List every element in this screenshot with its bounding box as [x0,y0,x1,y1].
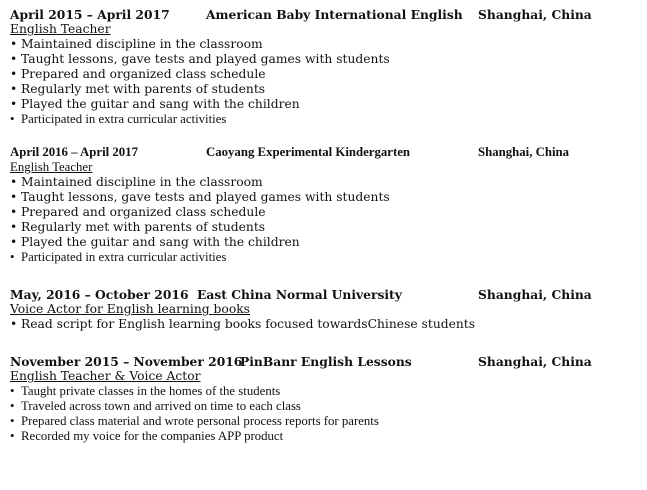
bullet-text: Prepared class material and wrote personal process reports for parents [21,414,379,428]
bullet-text: Regularly met with parents of students [21,82,266,96]
entry-period: May, 2016 – October 2016 [10,287,189,302]
bullet-marker: • [10,205,18,219]
bullet-text: Maintained discipline in the classroom [21,37,263,51]
bullet-item [10,190,639,205]
bullet-marker: • [10,67,18,81]
bullet-marker: • [10,112,15,126]
bullet-item [10,97,639,112]
bullet-item [10,205,639,220]
bullet-item [10,67,639,82]
bullet-marker: • [10,429,15,443]
bullet-text: Regularly met with parents of students [21,220,266,234]
bullet-item [10,384,639,399]
bullet-item [10,52,639,67]
entry-location: Shanghai, China [478,354,592,369]
bullet-item [10,220,639,235]
bullet-marker: • [10,384,15,398]
entry-header [10,7,639,22]
bullet-item [10,317,639,332]
bullet-item [10,414,639,429]
entry-header [10,287,639,302]
bullet-marker: • [10,250,15,264]
entry-period: April 2016 – April 2017 [10,145,138,159]
bullet-text: Read script for English learning books focused towardsChinese students [21,317,476,331]
bullet-marker: • [10,52,18,66]
bullet-item [10,399,639,414]
bullet-item [10,112,639,127]
experience-entry [10,354,639,444]
entry-role: English Teacher & Voice Actor [10,369,201,383]
bullet-marker: • [10,235,18,249]
bullet-marker: • [10,414,15,428]
entry-organization: American Baby International English [206,7,463,22]
bullet-item [10,175,639,190]
bullet-text: Participated in extra curricular activities [21,250,227,264]
bullet-marker: • [10,220,18,234]
bullet-marker: • [10,190,18,204]
bullet-marker: • [10,82,18,96]
entry-role: Voice Actor for English learning books [10,302,250,316]
bullet-marker: • [10,175,18,189]
bullet-item [10,37,639,52]
bullet-text: Participated in extra curricular activities [21,112,227,126]
entry-organization: East China Normal University [197,287,402,302]
experience-entry [10,287,639,332]
experience-entry [10,7,639,127]
bullet-text: Taught lessons, gave tests and played games with students [21,190,390,204]
entry-location: Shanghai, China [478,7,592,22]
entry-header [10,145,639,160]
bullet-text: Played the guitar and sang with the children [21,235,300,249]
bullet-text: Played the guitar and sang with the children [21,97,300,111]
bullet-marker: • [10,37,18,51]
experience-entry [10,145,639,265]
bullet-marker: • [10,317,18,331]
bullet-marker: • [10,399,15,413]
bullet-item [10,429,639,444]
entry-organization: PinBanr English Lessons [240,354,412,369]
bullet-text: Maintained discipline in the classroom [21,175,263,189]
entry-role: English Teacher [10,22,111,36]
bullet-text: Traveled across town and arrived on time to each class [21,399,301,413]
bullet-text: Prepared and organized class schedule [21,205,266,219]
bullet-text: Taught lessons, gave tests and played games with students [21,52,390,66]
entry-period: April 2015 – April 2017 [10,7,170,22]
bullet-text: Prepared and organized class schedule [21,67,266,81]
bullet-text: Recorded my voice for the companies APP product [21,429,284,443]
bullet-text: Taught private classes in the homes of the students [21,384,281,398]
bullet-item [10,250,639,265]
entry-location: Shanghai, China [478,145,570,159]
bullet-item [10,235,639,250]
bullet-marker: • [10,97,18,111]
entry-location: Shanghai, China [478,287,592,302]
entry-role: English Teacher [10,160,93,174]
bullet-item [10,82,639,97]
entry-header [10,354,639,369]
entry-period: November 2015 – November 2016 [10,354,243,369]
entry-organization: Caoyang Experimental Kindergarten [206,145,411,159]
